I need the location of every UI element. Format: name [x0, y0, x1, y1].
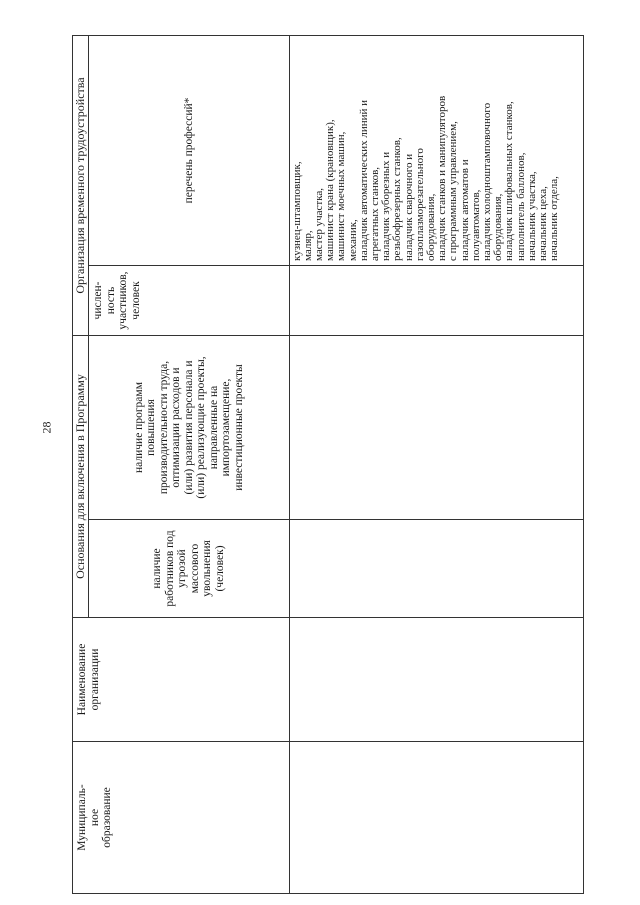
header-program	[89, 336, 289, 520]
cell-workers-threat	[289, 520, 583, 618]
header-group-basis: Основания для включения в Программу	[73, 336, 89, 618]
profession-item: машинист моечных машин,	[335, 131, 348, 261]
profession-item: начальник цеха,	[537, 186, 549, 261]
header-professions: перечень профессий*	[89, 35, 289, 265]
profession-item: начальник участка,	[525, 171, 538, 261]
header-workers-threat-text: наличие работников под угрозой массового увольнения (человек)	[151, 530, 226, 607]
page-number: 28	[39, 421, 54, 434]
profession-item: наполнитель баллонов,	[514, 152, 527, 261]
header-program-text: наличие программ повышения производительности труда, оптимизации расходов и (или) развития персонала и (или) реализующие проекты, направленные на импортозамещение, инвестиционные проекты	[132, 356, 245, 499]
header-municipality-text: Муниципаль- ное образование	[76, 784, 113, 851]
cell-participants	[289, 266, 583, 336]
program-table	[72, 35, 584, 894]
header-workers-threat	[89, 520, 289, 618]
profession-item: наладчик сварочного и	[402, 153, 415, 261]
cell-program	[289, 336, 583, 520]
rotated-table-wrapper	[72, 36, 584, 894]
header-org-name	[73, 618, 290, 742]
header-org-name-text: Наименование организации	[76, 643, 101, 716]
cell-org-name	[289, 618, 583, 742]
profession-item: оборудования,	[492, 193, 505, 261]
header-municipality	[73, 742, 290, 894]
profession-item: газоплазморезательного	[413, 148, 426, 261]
profession-item: наладчик холодноштамповочного	[480, 102, 493, 261]
profession-item: наладчик зуборезных и	[380, 151, 393, 261]
profession-item: полуавтоматов,	[469, 189, 482, 261]
profession-item: оборудования,	[424, 193, 437, 261]
profession-item: кузнец-штамповщик,	[290, 161, 303, 261]
profession-item: наладчик автоматов и	[458, 159, 471, 261]
profession-item: наладчик шлифовальных станков,	[503, 101, 516, 261]
profession-item: маляр,	[301, 230, 314, 261]
header-participants-text: числен- ность участников, человек	[92, 271, 142, 330]
profession-item: наладчик станков и манипуляторов	[436, 95, 449, 261]
professions-list	[290, 36, 563, 265]
header-group-temp-employment: Организация временного трудоустройства	[73, 35, 89, 335]
profession-item: агрегатных станков,	[368, 166, 381, 261]
cell-municipality	[289, 742, 583, 894]
header-participants	[89, 266, 289, 336]
profession-item: с программным управлением,	[447, 121, 460, 261]
profession-item: начальник отдела,	[548, 176, 561, 261]
profession-item: мастер участка,	[312, 187, 325, 261]
profession-item: резьбофрезерных станков,	[391, 137, 404, 261]
profession-item: машинист крана (крановщик),	[324, 119, 337, 261]
profession-item: наладчик автоматических линий и	[357, 99, 370, 261]
profession-item: механик,	[346, 219, 359, 261]
cell-professions	[289, 35, 583, 265]
